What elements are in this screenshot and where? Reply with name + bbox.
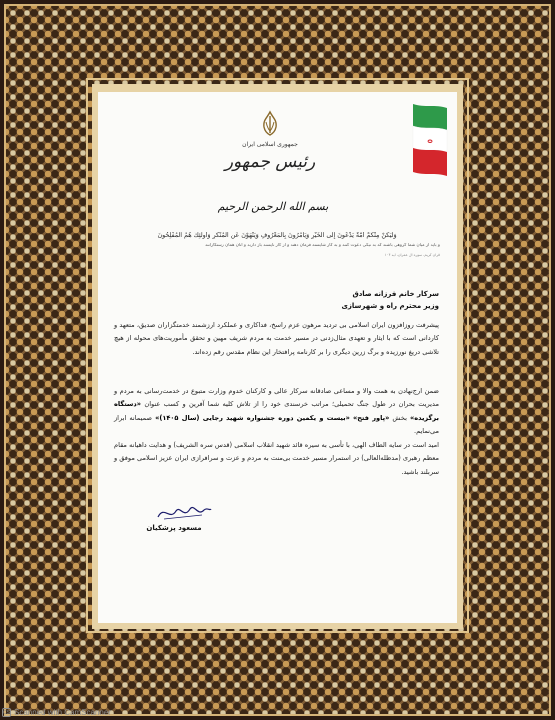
basmala-calligraphy: بسم الله الرحمن الرحیم xyxy=(217,200,329,213)
signer-name: مسعود پزشکیان xyxy=(146,524,202,532)
scanner-text: Scanned with CamScanner xyxy=(14,707,111,717)
addressee-name: سرکار خانم فرزانه صادق xyxy=(352,290,439,298)
addressee-block xyxy=(114,288,439,312)
republic-label: جمهوری اسلامی ایران xyxy=(242,141,298,148)
presidency-title: رئیس جمهور xyxy=(224,152,316,172)
scanner-watermark xyxy=(2,706,111,718)
quran-verse: وَلْيَكُنْ مِنْكُمْ أُمَّةٌ يَدْعُونَ إِلَى الْخَيْرِ وَيَأْمُرُونَ بِالْمَعْرُوفِ وَيَنْهَوْنَ عَنِ الْمُنْكَرِ وَأُولَئِكَ هُمُ الْمُفْلِحُونَ xyxy=(157,232,397,239)
signature-scribble xyxy=(154,501,214,523)
paragraph-2-text: صمیمانه ابراز می‌نمایم. xyxy=(114,413,439,436)
addressee-title: وزیر محترم راه و شهرسازی xyxy=(341,302,439,310)
award-section: «پاور فتح» xyxy=(352,413,390,422)
award-title: «دستگاه برگزیده» xyxy=(114,400,439,422)
letter-paragraph-3: امید است در سایه الطاف الهی، با تأسی به سیره قائد شهید انقلاب اسلامی (قدس سره الشریف) و هدایت داهیانه مقام معظم رهبری (مدظله‌العالی) در استمرار مسیر خدمت بی‌منت به مردم و عزت و سرافرازی ایران عزیز اسلامی موفق و سربلند باشید. xyxy=(114,441,439,476)
camscanner-icon: CS xyxy=(3,709,10,716)
festival-name: «بیست و یکمین دوره جشنواره شهید رجایی (سال ۱۴۰۵)» xyxy=(155,413,350,422)
verse-translation: و باید از میان شما گروهی باشند که به نیکی دعوت کنند و به کار شایسته فرمان دهند و از کار ناپسند باز دارند و آنان همان رستگارانند xyxy=(205,243,440,248)
letter-paragraph-1: پیشرفت روزافزون ایران اسلامی بی تردید مرهون عزم راسخ، فداکاری و عملکرد ارزشمند خدمتگزاران صدیق، متعهد و کاردانی است که با ایثار و تعهدی مثال‌زدنی در مسیر خدمت به مردم شریف مهین و تحقق مأموریت‌های محوله از هیچ تلاشی دریغ نورزیده و برگ زرین دیگری را بر کارنامه پرافتخار این نظام مقدس رقم زده‌اند. xyxy=(114,321,439,356)
verse-reference: قرآن کریم، سوره آل عمران، آیه ۱۰۴ xyxy=(384,253,440,257)
paragraph-2-text: بخش xyxy=(392,413,407,422)
iran-flag-icon xyxy=(409,102,449,182)
paragraph-2-text: ضمن ارج‌نهادن به همت والا و مساعی صادقانه سرکار عالی و کارکنان خدوم وزارت متبوع در خدمت‌رسانی به مردم و مدیریت بحران در طول جنگ تحمیلی؛ مراتب خرسندی خود را از تلاش کلیه شما آفرین و کسب عنوان xyxy=(114,387,439,409)
certificate-paper xyxy=(98,92,457,623)
iran-emblem-icon xyxy=(258,110,282,138)
letter-paragraph-2 xyxy=(114,385,439,439)
svg-text:ⴰ: ⴰ xyxy=(427,136,433,146)
